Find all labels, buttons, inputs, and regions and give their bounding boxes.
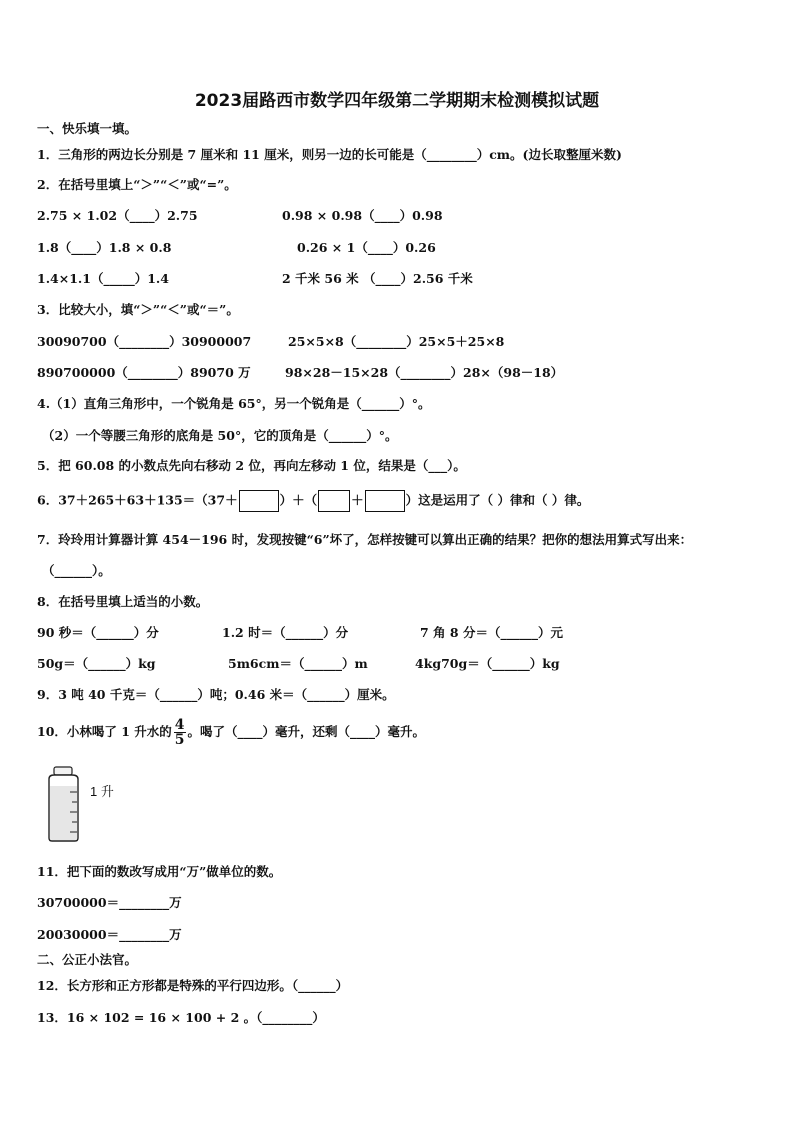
q6-answer-box-3[interactable] [365, 490, 405, 512]
question-4-part-2: （2）一个等腰三角形的底角是 50°，它的顶角是（______）°。 [42, 428, 398, 443]
question-9: 9．3 吨 40 千克＝（______）吨；0.46 米＝（______）厘米。 [37, 687, 395, 702]
section-2-heading: 二、公正小法官。 [37, 952, 138, 967]
q2-item-3b: 2 千米 56 米 （____）2.56 千米 [282, 271, 473, 286]
q2-item-3a: 1.4×1.1（_____）1.4 [37, 271, 169, 286]
q11-item-b: 20030000＝________万 [37, 927, 182, 942]
section-1-heading: 一、快乐填一填。 [37, 121, 138, 136]
fraction-numerator: 4 [174, 717, 185, 733]
question-5: 5．把 60.08 的小数点先向右移动 2 位，再向左移动 1 位，结果是（___）。 [37, 458, 466, 473]
q2-item-2a: 1.8（____）1.8 × 0.8 [37, 240, 172, 255]
question-8: 8．在括号里填上适当的小数。 [37, 594, 209, 609]
q8-item-2a: 50g＝（______）kg [37, 656, 156, 671]
q6-prefix: 6．37＋265＋63＋135＝（37＋ [37, 492, 238, 508]
question-1: 1．三角形的两边长分别是 7 厘米和 11 厘米，则另一边的长可能是（________）cm。(边长取整厘米数) [37, 147, 622, 162]
q8-item-1a: 90 秒＝（______）分 [37, 625, 159, 640]
q8-item-2c: 4kg70g＝（______）kg [415, 656, 560, 671]
q10-suffix: 。喝了（____）毫升，还剩（____）毫升。 [187, 724, 426, 739]
water-bottle-illustration [40, 766, 120, 842]
q6-mid-1: ）＋（ [279, 492, 318, 508]
q8-item-1b: 1.2 时＝（______）分 [222, 625, 349, 640]
question-10 [37, 718, 425, 747]
q3-item-2b: 98×28－15×28（________）28×（98－18） [285, 365, 564, 380]
question-11: 11．把下面的数改写成用“万”做单位的数。 [37, 864, 282, 879]
question-6 [37, 490, 589, 512]
fraction-denominator: 5 [174, 732, 185, 748]
question-7-answer: （______）。 [42, 563, 111, 578]
q3-item-2a: 890700000（________）89070 万 [37, 365, 251, 380]
q6-answer-box-2[interactable] [318, 490, 350, 512]
q6-suffix: ）这是运用了（ ）律和（ ）律。 [405, 492, 590, 508]
page-title: 2023届路西市数学四年级第二学期期末检测模拟试题 [194, 91, 600, 111]
q6-answer-box-1[interactable] [239, 490, 279, 512]
q11-item-a: 30700000＝________万 [37, 895, 182, 910]
bottle-label: 1 升 [90, 784, 114, 799]
q10-prefix: 10．小林喝了 1 升水的 [37, 724, 172, 739]
q6-mid-2: ＋ [351, 492, 364, 508]
question-2: 2．在括号里填上“＞”“＜”或“=”。 [37, 177, 237, 192]
question-13: 13．16 × 102 = 16 × 100 + 2 。（________） [37, 1010, 325, 1025]
question-7: 7．玲玲用计算器计算 454－196 时，发现按键“6”坏了，怎样按键可以算出正确的结果？把你的想法用算式写出来： [37, 532, 693, 547]
question-4-part-1: 4.（1）直角三角形中，一个锐角是 65°，另一个锐角是（______）°。 [37, 396, 431, 411]
question-3: 3．比较大小，填“＞”“＜”或“＝”。 [37, 302, 239, 317]
question-12: 12．长方形和正方形都是特殊的平行四边形。（______） [37, 978, 349, 993]
q8-item-1c: 7 角 8 分＝（______）元 [420, 625, 563, 640]
q3-item-1a: 30090700（________）30900007 [37, 334, 252, 349]
q2-item-2b: 0.26 × 1（____）0.26 [297, 240, 436, 255]
q2-item-1a: 2.75 × 1.02（____）2.75 [37, 208, 198, 223]
fraction-four-fifths [174, 718, 186, 747]
q3-item-1b: 25×5×8（________）25×5＋25×8 [288, 334, 505, 349]
q8-item-2b: 5m6cm＝（______）m [228, 656, 368, 671]
q2-item-1b: 0.98 × 0.98（____）0.98 [282, 208, 443, 223]
